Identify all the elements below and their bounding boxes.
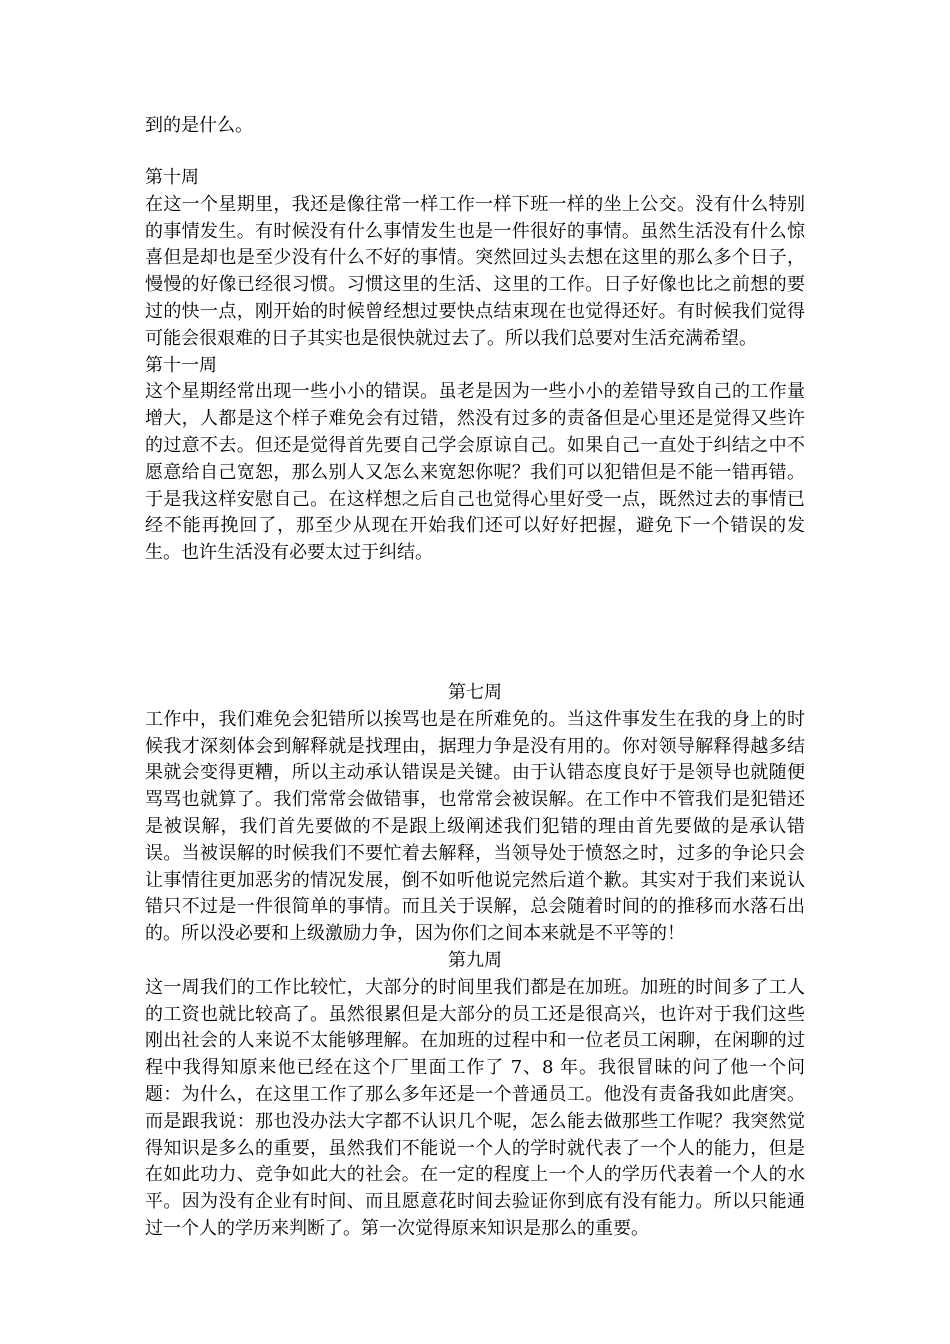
week7-body: 工作中，我们难免会犯错所以挨骂也是在所难免的。当这件事发生在我的身上的时候我才深刻体会到解释就是找理由，据理力争是没有用的。你对领导解释得越多结果就会变得更糟，所以主动承认错误是关键。由于认错态度良好于是领导也就随便骂骂也就算了。我们常常会做错事，也常常会被误解。在工作中不管我们是犯错还是被误解，我们首先要做的不是跟上级阐述我们犯错的理由首先要做的是承认错误。当被误解的时候我们不要忙着去解释，当领导处于愤怒之时，过多的争论只会让事情往更加恶劣的情况发展，倒不如听他说完然后道个歉。其实对于我们来说认错只不过是一件很简单的事情。而且关于误解，总会随着时间的的推移而水落石出的。所以没必要和上级激励力争，因为你们之间本来就是不平等的！ <box>145 708 805 945</box>
intro-tail-text: 到的是什么。 <box>145 115 253 136</box>
week9-heading: 第九周 <box>448 949 502 971</box>
week10-heading: 第十周 <box>145 167 199 188</box>
week7-section <box>145 680 805 1243</box>
week9-body: 这一周我们的工作比较忙，大部分的时间里我们都是在加班。加班的时间多了工人的工资也就比较高了。虽然很累但是大部分的员工还是很高兴，也许对于我们这些刚出社会的人来说不太能够理解。在加班的过程中和一位老员工闲聊，在闲聊的过程中我得知原来他已经在这个厂里面工作了 7、8 年。我很冒昧的问了他一个问题：为什么，在这里工作了那么多年还是一个普通员工。他没有责备我如此唐突。而是跟我说：那也没办法大字都不认识几个呢，怎么能去做那些工作呢？我突然觉得知识是多么的重要，虽然我们不能说一个人的学时就代表了一个人的能力，但是在如此功力、竞争如此大的社会。在一定的程度上一个人的学历代表着一个人的水平。因为没有企业有时间、而且愿意花时间去验证你到底有没有能力。所以只能通过一个人的学历来判断了。第一次觉得原来知识是那么的重要。 <box>145 976 805 1239</box>
week7-heading: 第七周 <box>448 682 502 703</box>
intro-section <box>145 113 805 140</box>
week10-section <box>145 165 805 567</box>
week10-body: 在这一个星期里，我还是像往常一样工作一样下班一样的坐上公交。没有什么特别的事情发生。有时候没有什么事情发生也是一件很好的事情。虽然生活没有什么惊喜但是却也是至少没有什么不好的事情。突然回过头去想在这里的那么多个日子，慢慢的好像已经很习惯。习惯这里的生活、这里的工作。日子好像也比之前想的要过的快一点，刚开始的时候曾经想过要快点结束现在也觉得还好。有时候我们觉得可能会很艰难的日子其实也是很快就过去了。所以我们总要对生活充满希望。 <box>145 193 805 349</box>
week11-body: 这个星期经常出现一些小小的错误。虽老是因为一些小小的差错导致自己的工作量增大，人都是这个样子难免会有过错，然没有过多的责备但是心里还是觉得又些许的过意不去。但还是觉得首先要自己学会原谅自己。如果自己一直处于纠结之中不愿意给自己宽恕，那么别人又怎么来宽恕你呢？我们可以犯错但是不能一错再错。于是我这样安慰自己。在这样想之后自己也觉得心里好受一点，既然过去的事情已经不能再挽回了，那至少从现在开始我们还可以好好把握，避免下一个错误的发生。也许生活没有必要太过于纠结。 <box>145 381 805 564</box>
week11-heading: 第十一周 <box>145 354 217 376</box>
